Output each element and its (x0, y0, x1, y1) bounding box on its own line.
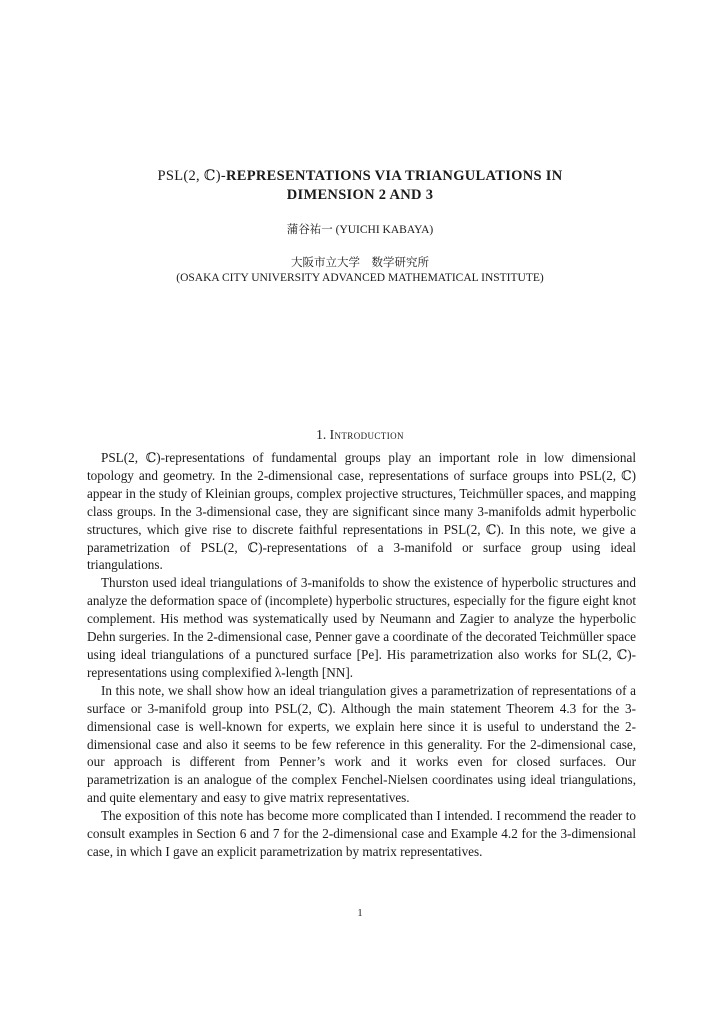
body-text (87, 449, 636, 861)
page-number: 1 (357, 908, 363, 919)
paragraph-3: In this note, we shall show how an ideal triangulation gives a parametrization of representations of a surface or 3-manifold group into PSL(2, ℂ). Although the main statement Theorem 4.3 for the 3-dimensional case is well-known for experts, we explain here since it is useful to understand the 2-dimensional case and also it seems to be few reference in this generality. For the 2-dimensional case, our approach is different from Penner’s work and it works even for closed surfaces. Our parametrization is an analogue of the complex Fenchel-Nielsen coordinates using ideal triangulations, and quite elementary and easy to give matrix representatives. (87, 682, 636, 806)
paragraph-2: Thurston used ideal triangulations of 3-manifolds to show the existence of hyperbolic structures and analyze the deformation space of (incomplete) hyperbolic structures, especially for the figure eight knot complement. His method was systematically used by Neumann and Zagier to analyze the hyperbolic Dehn surgeries. In the 2-dimensional case, Penner gave a coordinate of the decorated Teichmüller space using ideal triangulations of a punctured surface [Pe]. His parametrization also works for SL(2, ℂ)-representations using complexified λ-length [NN]. (87, 575, 636, 680)
title-bold-line-2: DIMENSION 2 AND 3 (286, 187, 434, 203)
title-line-1 (90, 167, 630, 186)
paper-title (90, 167, 630, 205)
author: 蒲谷祐一 (YUICHI KABAYA) (286, 224, 434, 236)
affiliation-japanese: 大阪市立大学 数学研究所 (291, 257, 429, 269)
paragraph-4: The exposition of this note has become more complicated than I intended. I recommend the reader to consult examples in Section 6 and 7 for the 2-dimensional case and Example 4.2 for the 3-dimensional case, in which I gave an explicit parametrization by matrix representatives. (87, 808, 636, 859)
section-title: Introduction (329, 427, 404, 442)
title-prefix: PSL(2, ℂ)- (157, 168, 226, 184)
section-heading (90, 426, 630, 443)
title-bold-line-1: REPRESENTATIONS VIA TRIANGULATIONS IN (226, 168, 563, 184)
paragraph-1: PSL(2, ℂ)-representations of fundamental groups play an important role in low dimensional topology and geometry. In the 2-dimensional case, representations of surface groups into PSL(2, ℂ) appear in the study of Kleinian groups, complex projective structures, Teichmüller spaces, and mapping class groups. In the 3-dimensional case, they are significant since many 3-manifolds admit hyperbolic structures, which give rise to discrete faithful representations in PSL(2, ℂ). In this note, we give a parametrization of PSL(2, ℂ)-representations of a 3-manifold or surface group using ideal triangulations. (87, 450, 636, 573)
affiliation-english: (OSAKA CITY UNIVERSITY ADVANCED MATHEMATICAL INSTITUTE) (176, 272, 544, 284)
section-number: 1. (316, 427, 327, 442)
affiliation (90, 256, 630, 286)
